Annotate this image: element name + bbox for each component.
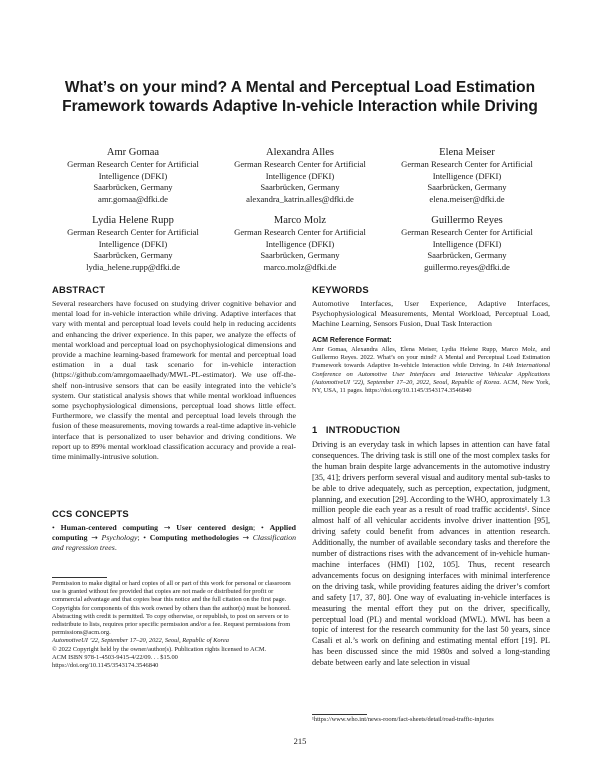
footnote-divider bbox=[52, 577, 107, 578]
reference-text: Amr Gomaa, Alexandra Alles, Elena Meiser, Lydia Helene Rupp, Marco Molz, and Guillermo Reyes. 2022. What’s on your mind? A Mental and Perceptual Load Estimation Framework towards Adaptive In-vehicle Interaction while Driving. In 14th International Conference on Automotive User Interfaces and Interactive Vehicular Applications (AutomotiveUI ’22), September 17–20, 2022, Seoul, Republic of Korea. ACM, New York, NY, USA, 11 pages. https://doi.org/10.1145/3543174.3546840 bbox=[312, 346, 550, 395]
copyright-notice: © 2022 Copyright held by the owner/author(s). Publication rights licensed to ACM. bbox=[52, 645, 267, 653]
introduction-heading: 1 INTRODUCTION bbox=[312, 424, 401, 435]
author-org: German Research Center for Artificial bbox=[234, 227, 366, 237]
author-name: Alexandra Alles bbox=[266, 147, 334, 158]
isbn: ACM ISBN 978-1-4503-9415-4/22/09. . . $15.00 bbox=[52, 653, 178, 661]
author-email: elena.meiser@dfki.de bbox=[429, 193, 505, 204]
author-org: Intelligence (DFKI) bbox=[98, 170, 168, 181]
author-email: alexandra_katrin.alles@dfki.de bbox=[246, 193, 354, 204]
author-card bbox=[384, 214, 550, 273]
author-org: Intelligence (DFKI) bbox=[98, 238, 168, 249]
ccs-subconcept: Psychology bbox=[101, 533, 138, 543]
author-org: German Research Center for Artificial bbox=[234, 159, 366, 169]
author-location: Saarbrücken, Germany bbox=[260, 250, 340, 261]
footnote-text[interactable]: ¹https://www.who.int/news-room/fact-sheets/detail/road-traffic-injuries bbox=[312, 716, 494, 723]
permission-text: Permission to make digital or hard copies of all or part of this work for personal or classroom use is granted without fee provided that copies are not made or distributed for profit or commercial advantage and that copies bear this notice and the full citation on the first page. Copyrights for components of this work owned by others than the author(s) must be honored. Abstracting with credit is permitted. To copy otherwise, or republish, to post on servers or to redistribute to lists, requires prior specific permission and/or a fee. Request permissions from permissions@acm.org. bbox=[52, 580, 291, 637]
author-email: lydia_helene.rupp@dfki.de bbox=[86, 261, 180, 272]
author-card bbox=[384, 146, 550, 205]
author-card bbox=[217, 214, 383, 273]
author-org: German Research Center for Artificial bbox=[67, 159, 199, 169]
reference-heading: ACM Reference Format: bbox=[312, 337, 392, 344]
reference-venue: 14th International Conference on Automotive User Interfaces and Interactive Vehicular Applications (AutomotiveUI ’22), September 17–20, 2022, Seoul, Republic of Korea. bbox=[312, 362, 550, 386]
author-org: German Research Center for Artificial bbox=[67, 227, 199, 237]
ccs-concept: Computing methodologies bbox=[149, 533, 239, 543]
author-name: Marco Molz bbox=[273, 215, 327, 226]
ccs-subconcept: User centered design bbox=[176, 523, 254, 532]
acm-reference bbox=[312, 337, 550, 395]
author-location: Saarbrücken, Germany bbox=[260, 182, 340, 193]
author-card bbox=[217, 146, 383, 205]
keywords-text: Automotive Interfaces, User Experience, Adaptive Interfaces, Psychophysiological Measurements, Mental Workload, Perceptual Load, Machine Learning, Sensors Fusion, Dual Task Interaction bbox=[312, 299, 550, 329]
ccs-text: • Human-centered computing → User centered design; • Applied computing → Psychology; • Computing methodologies → Classification and regression trees. bbox=[52, 523, 297, 553]
author-org: Intelligence (DFKI) bbox=[432, 238, 502, 249]
conference-venue: AutomotiveUI ’22, September 17–20, 2022, Seoul, Republic of Korea bbox=[52, 637, 229, 645]
author-org: German Research Center for Artificial bbox=[401, 227, 533, 237]
author-card bbox=[50, 146, 216, 205]
ccs-concept: Applied computing bbox=[52, 523, 297, 543]
author-name: Elena Meiser bbox=[439, 147, 495, 158]
ccs-section bbox=[52, 508, 296, 554]
author-location: Saarbrücken, Germany bbox=[93, 182, 173, 193]
author-location: Saarbrücken, Germany bbox=[93, 250, 173, 261]
introduction-section bbox=[312, 424, 550, 669]
paper-title: What’s on your mind? A Mental and Perceptual Load Estimation Framework towards Adaptive In-vehicle Interaction while Driving bbox=[62, 79, 538, 115]
author-org: Intelligence (DFKI) bbox=[265, 170, 335, 181]
ccs-concept: Human-centered computing bbox=[60, 523, 159, 532]
abstract-text: Several researchers have focused on studying driver cognitive behavior and mental load for in-vehicle interaction while driving. Adaptive interfaces that vary with mental and perceptual load levels could help in reducing accidents and enhancing the driver experience. In this paper, we analyze the effects of mental workload and perceptual load on psychophysiological dimensions and provide a machine learning-based framework for mental and perceptual load estimation in a dual task scenario for in-vehicle interaction (https://github.com/amrgomaaelhady/MWL-PL-estimator). We use off-the-shelf non-intrusive sensors that can be easily integrated into the vehicle’s system. Our statistical analysis shows that while mental workload influences some psychophysiological dimensions, perceptual load shows little effect. Furthermore, we classify the mental and perceptual load levels through the fusion of these measurements, moving towards a real-time adaptive in-vehicle interface that is personalized to user behavior and driving conditions. We report up to 89% mental workload classification accuracy and provide a real-time minimally-intrusive solution. bbox=[52, 299, 296, 462]
keywords-section bbox=[312, 284, 550, 330]
introduction-text: Driving is an everyday task in which lapses in attention can have fatal consequences. The driving task is still one of the most complex tasks for the human brain despite large advancements in the automotive industry [35, 41]; drivers perform several visual and auditory mental sub-tasks to be able to drive adequately, such as perception, expectation, judgment, planning, and execution [29]. According to the WHO, approximately 1.3 million people die each year as a result of road traffic accidents¹. Since almost half of all vehicular accidents involve driver inattention [95], driving safety could benefit from advances in attention research. Additionally, the number of available secondary tasks and therefore the number of distractions rises with the advancement of in-vehicle human-machine interfaces (HMI) [102, 105]. Thus, recent research advancements focus on designing interfaces with minimal interference on the driving task, while providing features aiding the driver’s comfort and safety [17, 37, 80]. One way of evaluating in-vehicle interfaces is measuring the mental effort they put on the driver, specifically, perceptual load (PL) and mental workload (MWL). MWL has been a topic of interest for the research community for the last 50 years, since Casali et al.’s work on defining and estimating mental effort [19]. PL has been discussed since the mid 1980s and solved a long-standing debate between early and late selection in visual bbox=[312, 440, 550, 668]
author-email: amr.gomaa@dfki.de bbox=[98, 193, 168, 204]
footnote-divider bbox=[312, 714, 367, 715]
abstract-heading: ABSTRACT bbox=[52, 284, 106, 295]
ccs-subconcept: Classification and regression trees bbox=[52, 533, 297, 553]
permission-block bbox=[52, 580, 296, 670]
footnote bbox=[312, 716, 550, 724]
author-org: Intelligence (DFKI) bbox=[265, 238, 335, 249]
page-number: 215 bbox=[293, 736, 307, 746]
ccs-heading: CCS CONCEPTS bbox=[52, 508, 129, 519]
abstract-section bbox=[52, 284, 296, 462]
author-card bbox=[50, 214, 216, 273]
author-org: Intelligence (DFKI) bbox=[432, 170, 502, 181]
author-org: German Research Center for Artificial bbox=[401, 159, 533, 169]
doi-link[interactable]: https://doi.org/10.1145/3543174.3546840 bbox=[52, 662, 159, 670]
keywords-heading: KEYWORDS bbox=[312, 284, 369, 295]
author-location: Saarbrücken, Germany bbox=[427, 250, 507, 261]
author-name: Guillermo Reyes bbox=[431, 215, 503, 226]
author-email: marco.molz@dfki.de bbox=[263, 261, 337, 272]
author-name: Amr Gomaa bbox=[106, 147, 160, 158]
author-email: guillermo.reyes@dfki.de bbox=[424, 261, 510, 272]
author-location: Saarbrücken, Germany bbox=[427, 182, 507, 193]
author-name: Lydia Helene Rupp bbox=[92, 215, 174, 226]
